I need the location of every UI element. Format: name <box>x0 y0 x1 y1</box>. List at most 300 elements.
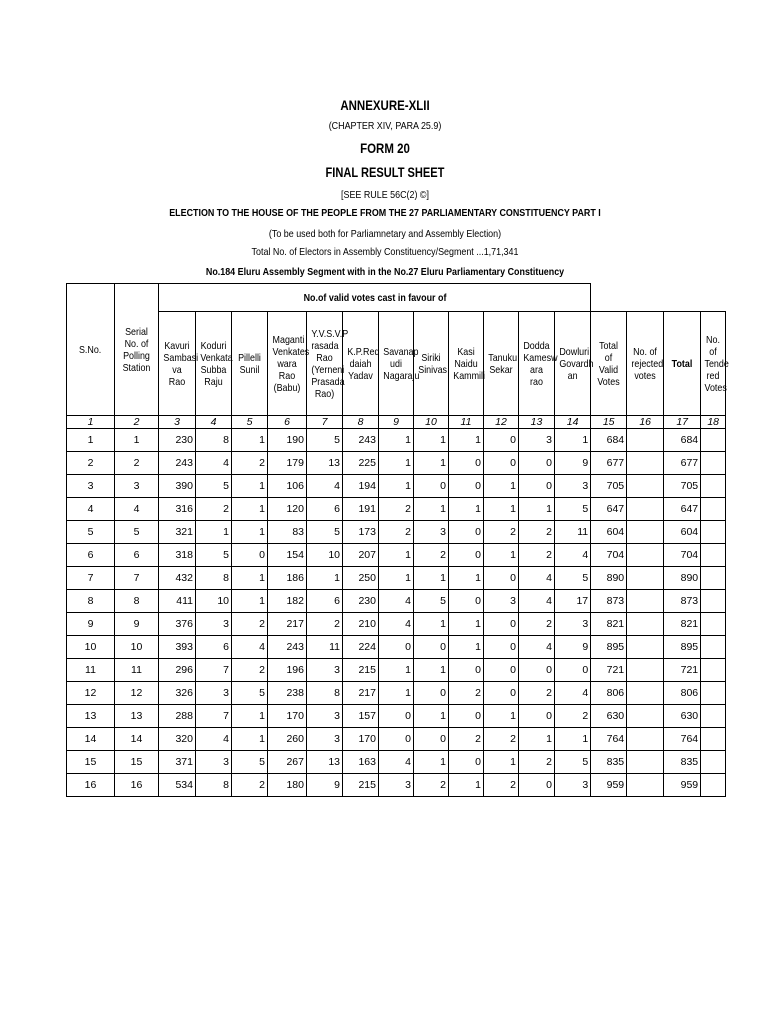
table-cell: 764 <box>664 728 701 751</box>
col-number-17: 17 <box>664 416 701 429</box>
table-cell: 4 <box>196 452 232 475</box>
table-cell <box>627 636 664 659</box>
table-cell: 1 <box>414 567 449 590</box>
table-cell: 0 <box>484 636 519 659</box>
table-cell: 677 <box>591 452 627 475</box>
table-cell: 959 <box>591 774 627 797</box>
table-cell: 11 <box>555 521 591 544</box>
col-number-6: 6 <box>268 416 307 429</box>
table-cell: 6 <box>307 590 343 613</box>
table-row <box>67 567 726 590</box>
table-cell: 316 <box>159 498 196 521</box>
table-cell: 0 <box>519 659 555 682</box>
table-cell: 157 <box>343 705 379 728</box>
table-cell: 10 <box>67 636 115 659</box>
table-cell: 5 <box>414 590 449 613</box>
table-cell: 1 <box>196 521 232 544</box>
table-cell: 806 <box>591 682 627 705</box>
election-heading: ELECTION TO THE HOUSE OF THE PEOPLE FROM THE 27 PARLIAMENTARY CONSTITUENCY PART I <box>169 207 601 219</box>
col-header-3: Koduri Venkata Subba Raju <box>196 312 232 416</box>
table-cell: 4 <box>196 728 232 751</box>
table-cell: 170 <box>268 705 307 728</box>
table-cell: 186 <box>268 567 307 590</box>
table-cell: 1 <box>115 429 159 452</box>
table-cell: 2 <box>484 728 519 751</box>
table-cell: 1 <box>379 682 414 705</box>
table-cell: 215 <box>343 659 379 682</box>
table-row <box>67 636 726 659</box>
col-number-1: 1 <box>67 416 115 429</box>
col-header-9: Siriki Sinivas <box>414 312 449 416</box>
table-cell: 7 <box>67 567 115 590</box>
table-cell: 3 <box>115 475 159 498</box>
table-cell: 0 <box>414 682 449 705</box>
table-cell: 0 <box>519 774 555 797</box>
table-cell: 684 <box>591 429 627 452</box>
table-cell: 0 <box>484 682 519 705</box>
table-cell: 411 <box>159 590 196 613</box>
table-cell <box>627 429 664 452</box>
table-cell: 5 <box>196 544 232 567</box>
table-cell: 3 <box>67 475 115 498</box>
table-cell: 2 <box>519 751 555 774</box>
table-cell: 83 <box>268 521 307 544</box>
table-cell: 684 <box>664 429 701 452</box>
table-cell: 2 <box>449 728 484 751</box>
table-cell: 13 <box>307 452 343 475</box>
table-row <box>67 659 726 682</box>
table-cell: 9 <box>555 636 591 659</box>
col-number-4: 4 <box>196 416 232 429</box>
table-cell: 1 <box>449 774 484 797</box>
table-cell: 1 <box>449 498 484 521</box>
table-cell: 154 <box>268 544 307 567</box>
table-cell: 8 <box>196 774 232 797</box>
col-number-16: 16 <box>627 416 664 429</box>
table-cell: 5 <box>555 751 591 774</box>
table-cell: 191 <box>343 498 379 521</box>
table-cell: 2 <box>414 774 449 797</box>
table-cell: 2 <box>232 774 268 797</box>
table-cell: 1 <box>232 567 268 590</box>
table-cell: 6 <box>115 544 159 567</box>
table-cell: 0 <box>449 705 484 728</box>
table-cell: 4 <box>519 567 555 590</box>
table-cell: 6 <box>307 498 343 521</box>
table-cell: 230 <box>159 429 196 452</box>
col-header-12: Dodda Kamesw ara rao <box>519 312 555 416</box>
table-cell: 190 <box>268 429 307 452</box>
table-cell: 2 <box>379 521 414 544</box>
col-number-13: 13 <box>519 416 555 429</box>
table-row <box>67 429 726 452</box>
table-cell: 705 <box>591 475 627 498</box>
table-cell: 5 <box>67 521 115 544</box>
table-cell <box>627 774 664 797</box>
col-header-17: No. of Tende red Votes <box>701 312 726 416</box>
table-cell: 4 <box>232 636 268 659</box>
col-number-14: 14 <box>555 416 591 429</box>
table-cell: 2 <box>449 682 484 705</box>
table-cell: 630 <box>591 705 627 728</box>
table-cell <box>627 705 664 728</box>
table-cell: 764 <box>591 728 627 751</box>
table-cell: 6 <box>67 544 115 567</box>
table-row <box>67 590 726 613</box>
table-cell: 11 <box>67 659 115 682</box>
col-number-7: 7 <box>307 416 343 429</box>
caption-blank <box>591 284 726 312</box>
table-cell: 0 <box>414 636 449 659</box>
table-cell: 1 <box>379 452 414 475</box>
table-cell: 821 <box>591 613 627 636</box>
table-cell: 6 <box>196 636 232 659</box>
col-number-2: 2 <box>115 416 159 429</box>
table-cell: 1 <box>484 705 519 728</box>
table-cell: 705 <box>664 475 701 498</box>
table-cell: 15 <box>115 751 159 774</box>
table-cell: 12 <box>67 682 115 705</box>
table-cell: 890 <box>664 567 701 590</box>
table-cell: 13 <box>307 751 343 774</box>
table-cell: 0 <box>449 659 484 682</box>
table-cell: 1 <box>232 475 268 498</box>
table-cell <box>627 751 664 774</box>
table-cell: 630 <box>664 705 701 728</box>
table-cell: 0 <box>379 728 414 751</box>
table-cell: 0 <box>449 452 484 475</box>
table-cell: 2 <box>232 452 268 475</box>
col-number-3: 3 <box>159 416 196 429</box>
col-header-6: Y.V.S.V.P rasada Rao (Yerneni Prasada Rao) <box>307 312 343 416</box>
table-row <box>67 613 726 636</box>
table-cell: 194 <box>343 475 379 498</box>
table-cell: 3 <box>555 613 591 636</box>
table-cell: 196 <box>268 659 307 682</box>
table-cell: 225 <box>343 452 379 475</box>
rule-reference: [SEE RULE 56C(2) ©] <box>341 189 429 201</box>
col-header-7: K.P.Red daiah Yadav <box>343 312 379 416</box>
table-cell: 0 <box>449 544 484 567</box>
table-cell: 15 <box>67 751 115 774</box>
table-cell: 8 <box>196 429 232 452</box>
table-cell: 5 <box>307 429 343 452</box>
table-cell: 180 <box>268 774 307 797</box>
table-cell: 7 <box>196 705 232 728</box>
table-cell <box>627 475 664 498</box>
table-cell: 2 <box>232 659 268 682</box>
table-cell: 604 <box>664 521 701 544</box>
table-cell: 604 <box>591 521 627 544</box>
table-row <box>67 452 726 475</box>
table-cell: 250 <box>343 567 379 590</box>
annexure-title: ANNEXURE-XLII <box>340 97 430 113</box>
table-cell: 1 <box>484 475 519 498</box>
col-number-10: 10 <box>414 416 449 429</box>
table-cell: 835 <box>591 751 627 774</box>
col-number-18: 18 <box>701 416 726 429</box>
col-number-12: 12 <box>484 416 519 429</box>
table-cell: 0 <box>414 475 449 498</box>
table-cell: 243 <box>159 452 196 475</box>
table-cell: 3 <box>307 659 343 682</box>
table-cell: 2 <box>484 774 519 797</box>
col-number-15: 15 <box>591 416 627 429</box>
table-cell: 10 <box>196 590 232 613</box>
table-cell: 1 <box>449 567 484 590</box>
table-cell: 376 <box>159 613 196 636</box>
table-cell: 721 <box>591 659 627 682</box>
table-cell: 704 <box>664 544 701 567</box>
result-table <box>66 283 729 797</box>
table-cell: 1 <box>232 590 268 613</box>
table-cell: 318 <box>159 544 196 567</box>
table-cell: 2 <box>232 613 268 636</box>
table-cell: 873 <box>664 590 701 613</box>
table-cell: 217 <box>343 682 379 705</box>
table-cell <box>627 613 664 636</box>
segment-heading: No.184 Eluru Assembly Segment with in the No.27 Eluru Parliamentary Constituency <box>205 266 565 278</box>
table-cell: 721 <box>664 659 701 682</box>
table-cell <box>701 452 726 475</box>
table-cell: 0 <box>379 705 414 728</box>
table-cell: 1 <box>414 659 449 682</box>
table-cell: 182 <box>268 590 307 613</box>
col-header-14: Total of Valid Votes <box>591 312 627 416</box>
table-cell: 647 <box>591 498 627 521</box>
col-header-13: Dowluri Govardh an <box>555 312 591 416</box>
table-cell: 2 <box>115 452 159 475</box>
table-cell: 0 <box>449 590 484 613</box>
table-cell: 895 <box>664 636 701 659</box>
table-cell: 2 <box>519 613 555 636</box>
table-cell: 890 <box>591 567 627 590</box>
table-cell: 7 <box>196 659 232 682</box>
table-cell: 1 <box>414 613 449 636</box>
table-cell: 5 <box>555 498 591 521</box>
table-cell: 2 <box>519 544 555 567</box>
table-cell <box>627 728 664 751</box>
table-cell: 296 <box>159 659 196 682</box>
table-cell: 3 <box>519 429 555 452</box>
col-header-11: Tanuku Sekar <box>484 312 519 416</box>
col-header-2: Kavuri Sambasi va Rao <box>159 312 196 416</box>
col-number-9: 9 <box>379 416 414 429</box>
table-cell: 806 <box>664 682 701 705</box>
table-cell: 2 <box>67 452 115 475</box>
chapter-reference: (CHAPTER XIV, PARA 25.9) <box>328 120 442 132</box>
table-cell: 14 <box>67 728 115 751</box>
table-cell: 1 <box>379 475 414 498</box>
table-row <box>67 498 726 521</box>
col-header-8: Savanap udi Nagaraju <box>379 312 414 416</box>
col-header-16: Total <box>664 312 701 416</box>
table-cell: 163 <box>343 751 379 774</box>
table-cell <box>701 613 726 636</box>
table-cell: 9 <box>307 774 343 797</box>
table-cell: 1 <box>449 429 484 452</box>
table-cell: 230 <box>343 590 379 613</box>
table-cell: 4 <box>379 590 414 613</box>
table-cell: 4 <box>379 613 414 636</box>
table-cell <box>627 521 664 544</box>
table-cell: 0 <box>484 659 519 682</box>
table-cell: 534 <box>159 774 196 797</box>
table-cell: 320 <box>159 728 196 751</box>
table-cell: 3 <box>307 705 343 728</box>
table-cell: 0 <box>555 659 591 682</box>
table-cell: 170 <box>343 728 379 751</box>
col-header-0: S.No. <box>67 284 115 416</box>
header-row-numbers <box>67 416 726 429</box>
table-cell <box>627 498 664 521</box>
table-cell <box>627 567 664 590</box>
table-cell: 260 <box>268 728 307 751</box>
table-cell: 1 <box>484 498 519 521</box>
table-cell: 9 <box>115 613 159 636</box>
table-cell: 5 <box>555 567 591 590</box>
table-cell: 4 <box>555 682 591 705</box>
table-cell: 5 <box>232 682 268 705</box>
table-cell: 217 <box>268 613 307 636</box>
table-cell <box>701 682 726 705</box>
header-row-caption <box>67 284 726 312</box>
table-cell: 2 <box>555 705 591 728</box>
table-row <box>67 475 726 498</box>
table-cell: 3 <box>307 728 343 751</box>
table-cell: 4 <box>555 544 591 567</box>
table-cell: 5 <box>115 521 159 544</box>
table-cell: 5 <box>307 521 343 544</box>
table-cell: 267 <box>268 751 307 774</box>
table-cell: 393 <box>159 636 196 659</box>
table-cell: 1 <box>379 544 414 567</box>
table-cell: 4 <box>379 751 414 774</box>
table-row <box>67 728 726 751</box>
table-cell: 390 <box>159 475 196 498</box>
table-cell: 1 <box>555 728 591 751</box>
table-cell: 1 <box>232 498 268 521</box>
table-cell: 11 <box>307 636 343 659</box>
table-cell: 1 <box>232 728 268 751</box>
table-cell: 16 <box>115 774 159 797</box>
col-header-5: Maganti Venkates wara Rao (Babu) <box>268 312 307 416</box>
usage-note: (To be used both for Parliamnetary and Assembly Election) <box>268 228 502 240</box>
table-row <box>67 774 726 797</box>
table-cell: 704 <box>591 544 627 567</box>
table-cell: 1 <box>449 636 484 659</box>
form-title: FORM 20 <box>360 140 410 156</box>
table-cell: 3 <box>555 475 591 498</box>
table-cell <box>627 452 664 475</box>
table-cell <box>701 751 726 774</box>
table-cell: 1 <box>484 544 519 567</box>
table-cell <box>627 544 664 567</box>
electors-count: Total No. of Electors in Assembly Constituency/Segment ...1,71,341 <box>251 246 519 258</box>
votes-caption: No.of valid votes cast in favour of <box>159 284 591 312</box>
table-row <box>67 705 726 728</box>
table-cell: 12 <box>115 682 159 705</box>
table-cell: 13 <box>115 705 159 728</box>
table-cell <box>701 728 726 751</box>
table-cell: 0 <box>519 705 555 728</box>
table-cell: 1 <box>414 751 449 774</box>
table-cell: 9 <box>555 452 591 475</box>
table-cell <box>701 774 726 797</box>
table-cell: 8 <box>115 590 159 613</box>
table-cell: 3 <box>196 751 232 774</box>
final-result-title: FINAL RESULT SHEET <box>325 165 445 180</box>
table-cell <box>627 590 664 613</box>
table-cell: 1 <box>519 728 555 751</box>
table-cell: 1 <box>414 429 449 452</box>
table-cell: 4 <box>307 475 343 498</box>
col-header-1: Serial No. of Polling Station <box>115 284 159 416</box>
table-cell <box>701 705 726 728</box>
table-cell: 8 <box>307 682 343 705</box>
col-number-8: 8 <box>343 416 379 429</box>
table-cell: 5 <box>232 751 268 774</box>
table-cell: 224 <box>343 636 379 659</box>
table-cell: 1 <box>414 705 449 728</box>
table-cell: 120 <box>268 498 307 521</box>
table-cell: 0 <box>519 475 555 498</box>
table-cell: 3 <box>484 590 519 613</box>
header-row-names <box>67 312 726 416</box>
table-cell: 1 <box>232 429 268 452</box>
table-cell: 821 <box>664 613 701 636</box>
table-cell: 0 <box>449 751 484 774</box>
table-cell <box>701 475 726 498</box>
table-cell: 326 <box>159 682 196 705</box>
table-cell: 13 <box>67 705 115 728</box>
table-cell: 1 <box>232 705 268 728</box>
table-cell: 1 <box>232 521 268 544</box>
table-cell: 3 <box>196 613 232 636</box>
table-cell: 0 <box>519 452 555 475</box>
table-cell: 1 <box>67 429 115 452</box>
col-number-11: 11 <box>449 416 484 429</box>
table-cell: 959 <box>664 774 701 797</box>
table-cell: 0 <box>449 475 484 498</box>
table-cell: 9 <box>67 613 115 636</box>
table-cell <box>701 429 726 452</box>
table-cell <box>627 682 664 705</box>
table-cell: 16 <box>67 774 115 797</box>
table-cell <box>701 636 726 659</box>
table-cell: 0 <box>484 429 519 452</box>
table-cell: 3 <box>555 774 591 797</box>
table-cell: 11 <box>115 659 159 682</box>
table-cell: 238 <box>268 682 307 705</box>
table-cell <box>701 567 726 590</box>
table-row <box>67 682 726 705</box>
table-cell: 1 <box>484 751 519 774</box>
table-cell: 0 <box>484 613 519 636</box>
table-cell: 10 <box>307 544 343 567</box>
table-cell: 173 <box>343 521 379 544</box>
table-cell <box>627 659 664 682</box>
table-cell: 4 <box>115 498 159 521</box>
table-row <box>67 544 726 567</box>
table-cell: 2 <box>307 613 343 636</box>
table-cell <box>701 498 726 521</box>
table-cell: 0 <box>449 521 484 544</box>
table-cell: 2 <box>519 682 555 705</box>
table-row <box>67 521 726 544</box>
table-cell: 1 <box>379 429 414 452</box>
table-cell: 0 <box>484 567 519 590</box>
